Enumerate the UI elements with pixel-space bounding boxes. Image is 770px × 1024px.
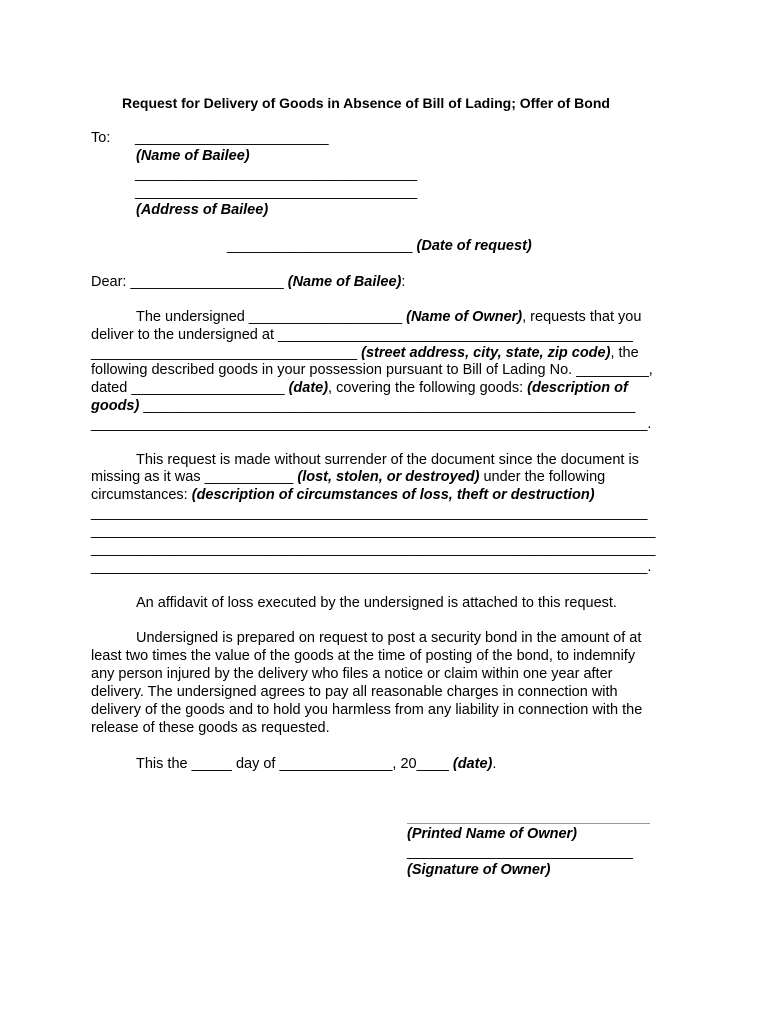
signature-caption: (Signature of Owner) [407, 862, 551, 878]
p1-l1-c: , requests that you [522, 309, 642, 325]
bailee-address-caption: (Address of Bailee) [136, 202, 269, 218]
document-title: Request for Delivery of Goods in Absence of Bill of Lading; Offer of Bond [122, 95, 610, 111]
p1-line-7: _____________________________________________________________________. [91, 416, 652, 432]
p2-blank-line-2: ______________________________________________________________________ [91, 523, 656, 539]
p1-l5-date: (date) [288, 380, 329, 396]
p1-line-2: deliver to the undersigned at ____________________________________________ [91, 327, 633, 343]
p1-l6-goods: goods) [91, 398, 140, 414]
p2-l2-reason: (lost, stolen, or destroyed) [297, 469, 480, 485]
salutation-colon: : [401, 274, 406, 290]
request-date-caption: (Date of request) [416, 238, 532, 254]
p2-l2-a: missing as it was ___________ [91, 469, 298, 485]
salutation [91, 273, 405, 291]
p4-line-5: delivery of the goods and to hold you harmless from any liability in connection with the [91, 702, 643, 718]
p1-l1-owner: (Name of Owner) [406, 309, 523, 325]
p1-l3-c: , the [610, 345, 639, 361]
execution-date-caption: (date) [452, 756, 493, 772]
bailee-name-blank: ________________________ [135, 130, 329, 146]
p4-line-3: any person injured by the delivery who files a notice or claim within one year after [91, 666, 613, 682]
request-date-blank: _______________________ [227, 238, 413, 254]
p2-line-1: This request is made without surrender of the document since the document is [136, 452, 639, 468]
execution-date-a: This the _____ day of ______________, 20____ [136, 756, 453, 772]
bailee-address-blank-1: ___________________________________ [135, 166, 418, 182]
salutation-prefix: Dear: ___________________ [91, 274, 288, 290]
printed-name-rule [407, 823, 650, 824]
p1-l5-a: dated ___________________ [91, 380, 289, 396]
p2-line-3 [91, 486, 595, 504]
p1-l5-c: , covering the following goods: [328, 380, 528, 396]
p1-l3-a: _________________________________ [91, 345, 362, 361]
execution-date-period: . [492, 756, 497, 772]
p4-line-1: Undersigned is prepared on request to post a security bond in the amount of at [136, 630, 642, 646]
p2-line-2 [91, 468, 605, 486]
p2-blank-line-3: ______________________________________________________________________ [91, 541, 656, 557]
bailee-name-caption: (Name of Bailee) [136, 148, 250, 164]
printed-name-caption: (Printed Name of Owner) [407, 826, 577, 842]
p1-line-3 [91, 344, 639, 362]
execution-date-line [136, 755, 496, 773]
p4-line-2: least two times the value of the goods at the time of posting of the bond, to indemnify [91, 648, 636, 664]
p1-line-6 [91, 397, 635, 415]
signature-blank: ____________________________ [407, 844, 633, 860]
p4-line-6: release of these goods as requested. [91, 720, 330, 736]
p1-l1-a: The undersigned ___________________ [136, 309, 407, 325]
to-label: To: [91, 130, 111, 146]
p2-l3-description: (description of circumstances of loss, theft or destruction) [191, 487, 595, 503]
p1-l3-address: (street address, city, state, zip code) [361, 345, 611, 361]
p1-line-4: following described goods in your possession pursuant to Bill of Lading No. _________, [91, 362, 653, 378]
p4-line-4: delivery. The undersigned agrees to pay all reasonable charges in connection with [91, 684, 618, 700]
p1-l6-blank: _____________________________________________________________ [139, 398, 636, 414]
p1-line-1 [136, 308, 641, 326]
p2-l3-a: circumstances: [91, 487, 192, 503]
p2-blank-line-4: _____________________________________________________________________. [91, 559, 652, 575]
p1-line-5 [91, 379, 628, 397]
request-date-line [227, 237, 532, 255]
p1-l5-description: (description of [527, 380, 628, 396]
p3-affidavit: An affidavit of loss executed by the undersigned is attached to this request. [136, 595, 617, 611]
bailee-address-blank-2: ___________________________________ [135, 184, 418, 200]
salutation-bailee: (Name of Bailee) [287, 274, 402, 290]
p2-blank-line-1: _____________________________________________________________________ [91, 505, 648, 521]
p2-l2-c: under the following [479, 469, 606, 485]
